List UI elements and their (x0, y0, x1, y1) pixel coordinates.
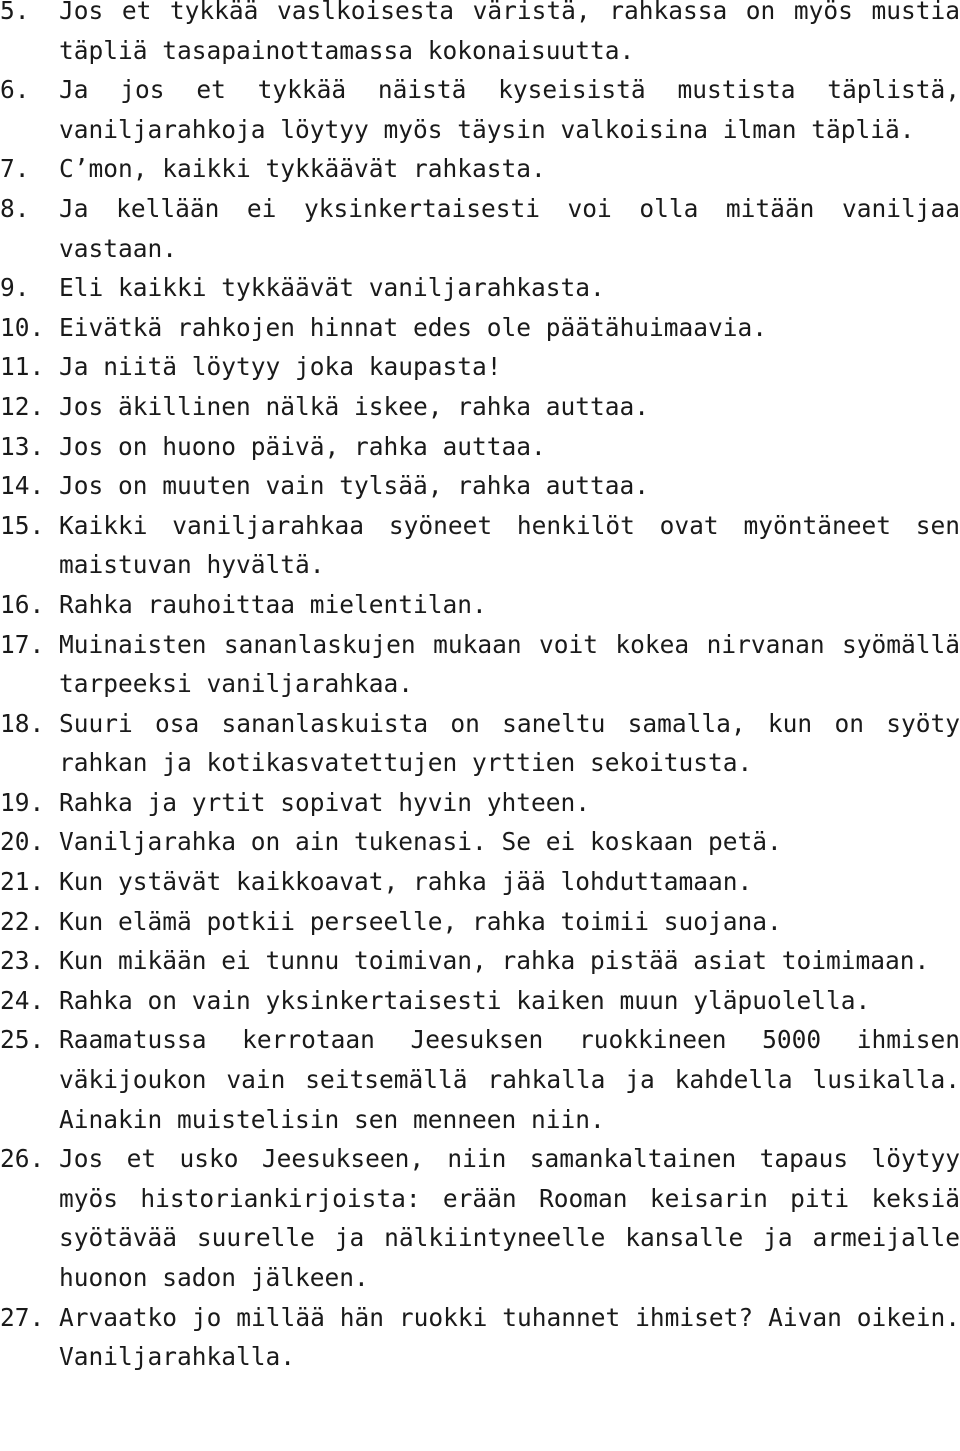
list-item (0, 347, 960, 387)
list-item (0, 902, 960, 942)
list-item-number: 24. (0, 985, 45, 1015)
list-item-number: 9. (0, 273, 30, 303)
list-item-text: Eivätkä rahkojen hinnat edes ole päätähuimaavia. (59, 312, 768, 342)
list-item (0, 585, 960, 625)
list-item-number: 7. (0, 154, 30, 184)
list-item-number: 18. (0, 708, 45, 738)
list-item-text: Muinaisten sananlaskujen mukaan voit kokea nirvanan syömällä tarpeeksi vaniljarahkaa. (59, 629, 960, 699)
list-item (0, 506, 960, 585)
list-item-number: 26. (0, 1144, 45, 1174)
list-item-number: 6. (0, 75, 30, 105)
list-item-text: Suuri osa sananlaskuista on saneltu samalla, kun on syöty rahkan ja kotikasvatettujen yrttien sekoitusta. (59, 708, 960, 778)
list-item (0, 466, 960, 506)
list-item (0, 268, 960, 308)
list-item (0, 625, 960, 704)
list-item-number: 14. (0, 471, 45, 501)
list-item-text: Eli kaikki tykkäävät vaniljarahkasta. (59, 273, 605, 303)
list-item-text: Rahka rauhoittaa mielentilan. (59, 589, 487, 619)
list-item-number: 19. (0, 787, 45, 817)
list-item (0, 1020, 960, 1139)
list-item-number: 13. (0, 431, 45, 461)
list-item-text: Jos on muuten vain tylsää, rahka auttaa. (59, 471, 650, 501)
list-item-text: Ja kellään ei yksinkertaisesti voi olla mitään vaniljaa vastaan. (59, 193, 960, 263)
list-item-text: Ja niitä löytyy joka kaupasta! (59, 352, 502, 382)
list-item-text: Jos on huono päivä, rahka auttaa. (59, 431, 546, 461)
list-item (0, 387, 960, 427)
list-item (0, 70, 960, 149)
list-item-text: Jos äkillinen nälkä iskee, rahka auttaa. (59, 391, 650, 421)
list-item-number: 10. (0, 312, 45, 342)
list-item-text: C’mon, kaikki tykkäävät rahkasta. (59, 154, 546, 184)
list-item (0, 941, 960, 981)
list-item (0, 1139, 960, 1297)
list-item-text: Rahka on vain yksinkertaisesti kaiken muun yläpuolella. (59, 985, 871, 1015)
list-item (0, 704, 960, 783)
list-item-text: Kun mikään ei tunnu toimivan, rahka pistää asiat toimimaan. (59, 946, 930, 976)
list-item-text: Jos et usko Jeesukseen, niin samankaltainen tapaus löytyy myös historiankirjoista: erään Rooman keisarin piti keksiä syötävää suurelle ja nälkiintyneelle kansalle ja armeijalle huonon sadon jälkeen. (59, 1144, 960, 1292)
list-item-text: Kaikki vaniljarahkaa syöneet henkilöt ovat myöntäneet sen maistuvan hyvältä. (59, 510, 960, 580)
list-item (0, 427, 960, 467)
list-item (0, 981, 960, 1021)
list-item-number: 15. (0, 510, 45, 540)
list-item-number: 16. (0, 589, 45, 619)
list-item (0, 1298, 960, 1377)
list-item (0, 189, 960, 268)
list-item (0, 783, 960, 823)
list-item-text: Ja jos et tykkää näistä kyseisistä mustista täplistä, vaniljarahkoja löytyy myös täysin valkoisina ilman täpliä. (59, 75, 960, 144)
list-item (0, 822, 960, 862)
list-item-number: 17. (0, 629, 45, 659)
list-item-number: 25. (0, 1025, 45, 1055)
list-item (0, 149, 960, 189)
list-item (0, 308, 960, 348)
list-item-text: Arvaatko jo millää hän ruokki tuhannet ihmiset? Aivan oikein. Vaniljarahkalla. (59, 1302, 960, 1372)
list-item-number: 20. (0, 827, 45, 857)
list-item-number: 5. (0, 0, 30, 25)
list-item-number: 8. (0, 193, 30, 223)
list-item-number: 11. (0, 352, 45, 382)
list-item-number: 12. (0, 391, 45, 421)
list-item-number: 23. (0, 946, 45, 976)
list-item (0, 0, 960, 70)
list-item-text: Kun ystävät kaikkoavat, rahka jää lohduttamaan. (59, 867, 753, 897)
list-item-text: Vaniljarahka on ain tukenasi. Se ei koskaan petä. (59, 827, 782, 857)
list-item (0, 862, 960, 902)
list-item-text: Raamatussa kerrotaan Jeesuksen ruokkineen 5000 ihmisen väkijoukon vain seitsemällä rahkalla ja kahdella lusikalla. Ainakin muistelisin sen menneen niin. (59, 1025, 960, 1134)
list-item-text: Kun elämä potkii perseelle, rahka toimii suojana. (59, 906, 782, 936)
list-item-number: 22. (0, 906, 45, 936)
list-item-text: Jos et tykkää vaslkoisesta väristä, rahkassa on myös mustia täpliä tasapainottamassa kokonaisuutta. (59, 0, 960, 65)
list-item-number: 21. (0, 867, 45, 897)
list-item-text: Rahka ja yrtit sopivat hyvin yhteen. (59, 787, 591, 817)
list-item-number: 27. (0, 1302, 45, 1332)
